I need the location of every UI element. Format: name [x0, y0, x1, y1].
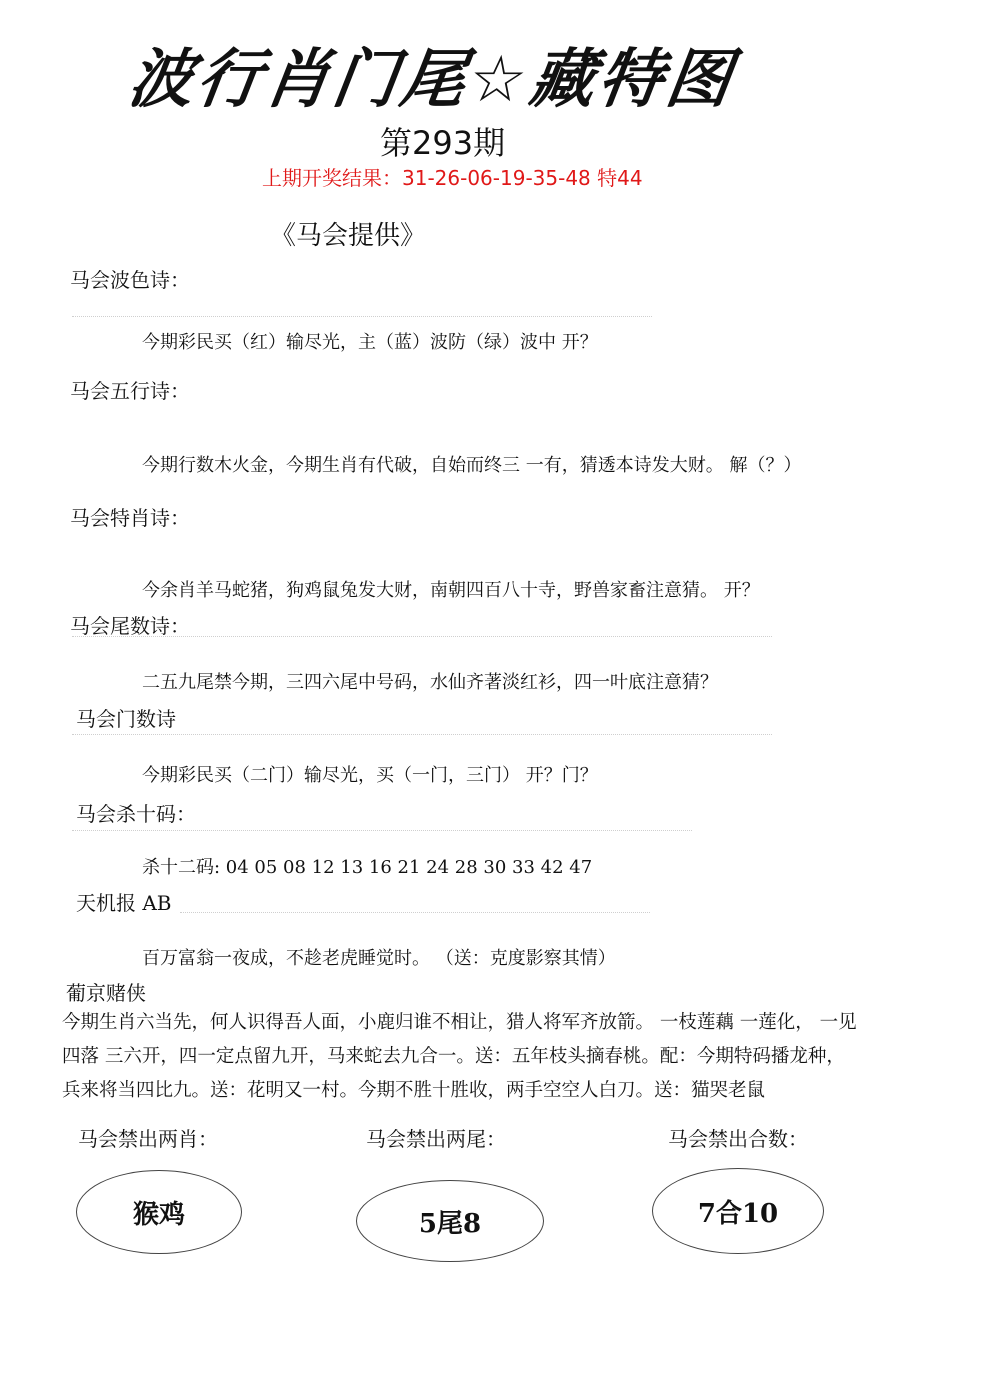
divider	[72, 636, 772, 637]
section-heading-tianjibao: 天机报 AB	[76, 891, 172, 915]
last-result: 上期开奖结果：31-26-06-19-35-48 特44	[262, 166, 643, 190]
section-heading-wuxing: 马会五行诗：	[70, 379, 190, 403]
main-title: 波行肖门尾☆藏特图	[123, 43, 740, 117]
poem-wuxing: 今期行数木火金，今期生肖有代破，自始而终三 一有，猜透本诗发大财。 解（？）	[142, 455, 802, 476]
section-heading-menshu: 马会门数诗	[76, 707, 176, 731]
poem-bose: 今期彩民买（红）输尽光，主（蓝）波防（绿）波中 开？	[142, 332, 598, 353]
ban-label-tail: 马会禁出两尾：	[366, 1127, 506, 1151]
ban-value-zodiac	[76, 1170, 242, 1254]
puzhou-line-1: 今期生肖六当先，何人识得吾人面，小鹿归谁不相让，猎人将军齐放箭。 一枝莲藕 一莲化， 一见	[62, 1012, 857, 1033]
puzhou-paragraph	[62, 1006, 922, 1108]
divider	[72, 734, 772, 735]
divider	[72, 830, 692, 831]
divider	[180, 912, 650, 913]
provider-label: 《马会提供》	[270, 221, 427, 251]
ban-value-tail-text: 5尾8	[418, 1208, 482, 1239]
puzhou-line-3: 兵来将当四比九。送：花明又一村。今期不胜十胜收，两手空空人白刀。送：猫哭老鼠	[62, 1080, 766, 1101]
ban-value-tail	[356, 1180, 544, 1262]
ban-label-sum: 马会禁出合数：	[668, 1127, 808, 1151]
puzhou-line-2: 四落 三六开，四一定点留九开，马来蛇去九合一。送：五年枝头摘春桃。配：今期特码播龙种，	[62, 1046, 845, 1067]
issue-number: 第293期	[380, 124, 506, 162]
poem-texiao: 今余肖羊马蛇猪，狗鸡鼠兔发大财，南朝四百八十寺，野兽家畜注意猜。 开？	[142, 580, 760, 601]
ban-value-sum-text: 7合10	[697, 1198, 779, 1229]
poem-weishu: 二五九尾禁今期，三四六尾中号码，水仙齐著淡红衫，四一叶底注意猜？	[142, 672, 718, 693]
poem-menshu: 今期彩民买（二门）输尽光，买（一门，三门） 开？门？	[142, 765, 598, 786]
kill-numbers: 杀十二码: 04 05 08 12 13 16 21 24 28 30 33 42 47	[142, 857, 593, 878]
ban-label-zodiac: 马会禁出两肖：	[78, 1127, 218, 1151]
section-heading-texiao: 马会特肖诗：	[70, 506, 190, 530]
section-heading-bose: 马会波色诗：	[70, 268, 190, 292]
section-heading-puzhou: 葡京赌侠	[66, 981, 146, 1005]
section-heading-weishu: 马会尾数诗：	[70, 614, 190, 638]
ban-value-sum	[652, 1168, 824, 1254]
section-heading-shama: 马会杀十码：	[76, 802, 196, 826]
divider	[72, 316, 652, 317]
ban-value-zodiac-text: 猴鸡	[132, 1199, 185, 1230]
poem-tianjibao: 百万富翁一夜成，不趁老虎睡觉时。 （送：克度影察其情）	[142, 948, 616, 969]
